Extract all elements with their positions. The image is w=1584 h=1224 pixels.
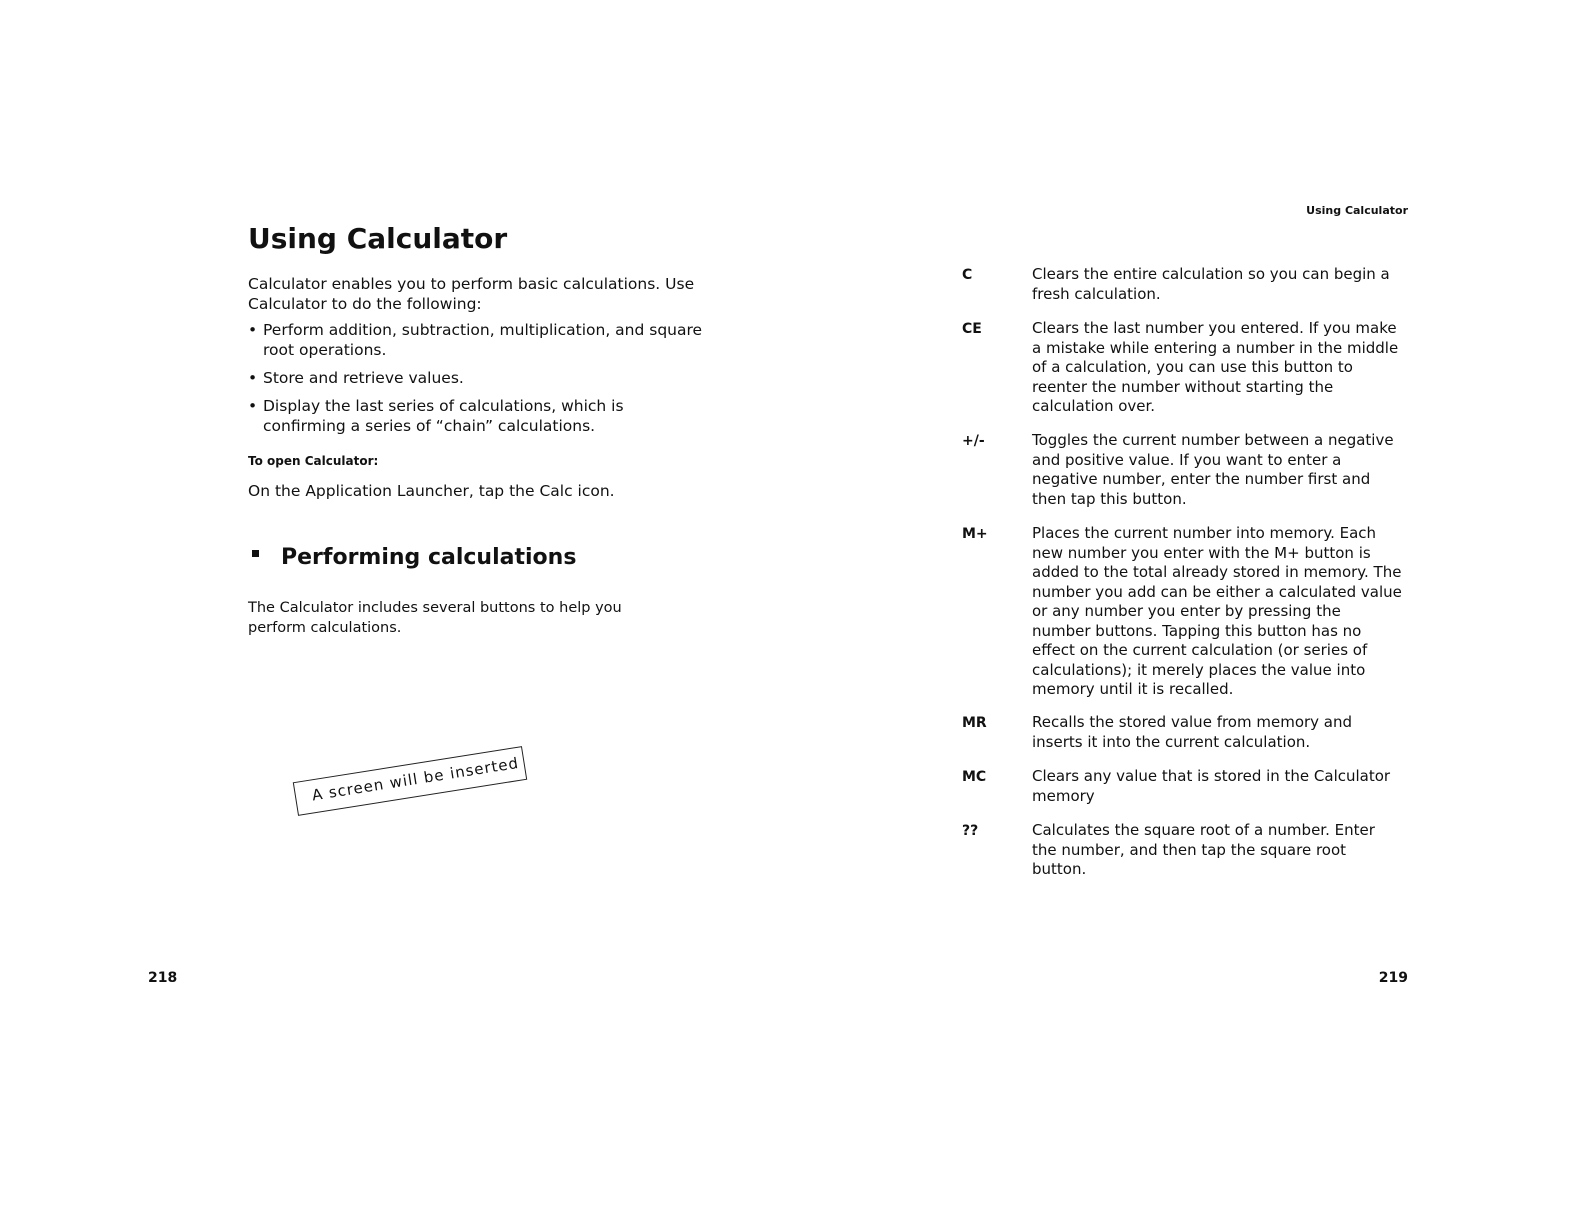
- button-key: CE: [962, 321, 982, 337]
- button-key: +/-: [962, 433, 985, 449]
- button-description: Clears the entire calculation so you can begin a fresh calculation.: [1032, 265, 1390, 303]
- section-heading: [248, 545, 576, 570]
- feature-list: [248, 320, 708, 444]
- button-key: M+: [962, 526, 988, 542]
- button-key: MC: [962, 769, 987, 785]
- button-description: Toggles the current number between a negative and positive value. If you want to enter a negative number, enter the number first and then tap this button.: [1032, 431, 1394, 508]
- button-description: Calculates the square root of a number. Enter the number, and then tap the square root button.: [1032, 821, 1375, 878]
- section-text: The Calculator includes several buttons to help you perform calculations.: [248, 600, 622, 636]
- page-number-right: 219: [1378, 970, 1408, 986]
- procedure-step: On the Application Launcher, tap the Calc icon.: [248, 482, 615, 500]
- button-description: Places the current number into memory. Each new number you enter with the M+ button is added to the total already stored in memory. The number you add can be either a calculated value or any number you enter by pressing the number buttons. Tapping this button has no effect on the current calculation (or series of calculations); it merely places the value into memory until it is recalled.: [1032, 524, 1402, 698]
- button-description: Recalls the stored value from memory and inserts it into the current calculation.: [1032, 713, 1353, 751]
- list-item: • Store and retrieve values.: [248, 368, 708, 388]
- page-title: Using Calculator: [248, 222, 508, 255]
- list-item: • Perform addition, subtraction, multiplication, and square root operations.: [248, 320, 708, 360]
- button-description: Clears any value that is stored in the Calculator memory: [1032, 767, 1391, 805]
- list-item: • Display the last series of calculations, which is confirming a series of “chain” calculations.: [248, 396, 708, 436]
- page-number-left: 218: [148, 970, 178, 986]
- intro-paragraph: Calculator enables you to perform basic calculations. Use Calculator to do the following:: [248, 275, 695, 313]
- button-key: C: [962, 267, 973, 283]
- button-key: MR: [962, 715, 987, 731]
- square-bullet-icon: [252, 550, 259, 557]
- procedure-heading: To open Calculator:: [248, 454, 379, 468]
- running-header: Using Calculator: [1306, 204, 1408, 217]
- button-key: ??: [962, 823, 979, 839]
- screen-placeholder: A screen will be inserted: [293, 746, 527, 816]
- section-heading-text: Performing calculations: [281, 545, 577, 570]
- button-description: Clears the last number you entered. If you make a mistake while entering a number in the middle of a calculation, you can use this button to reenter the number without starting the calculation over.: [1032, 319, 1399, 415]
